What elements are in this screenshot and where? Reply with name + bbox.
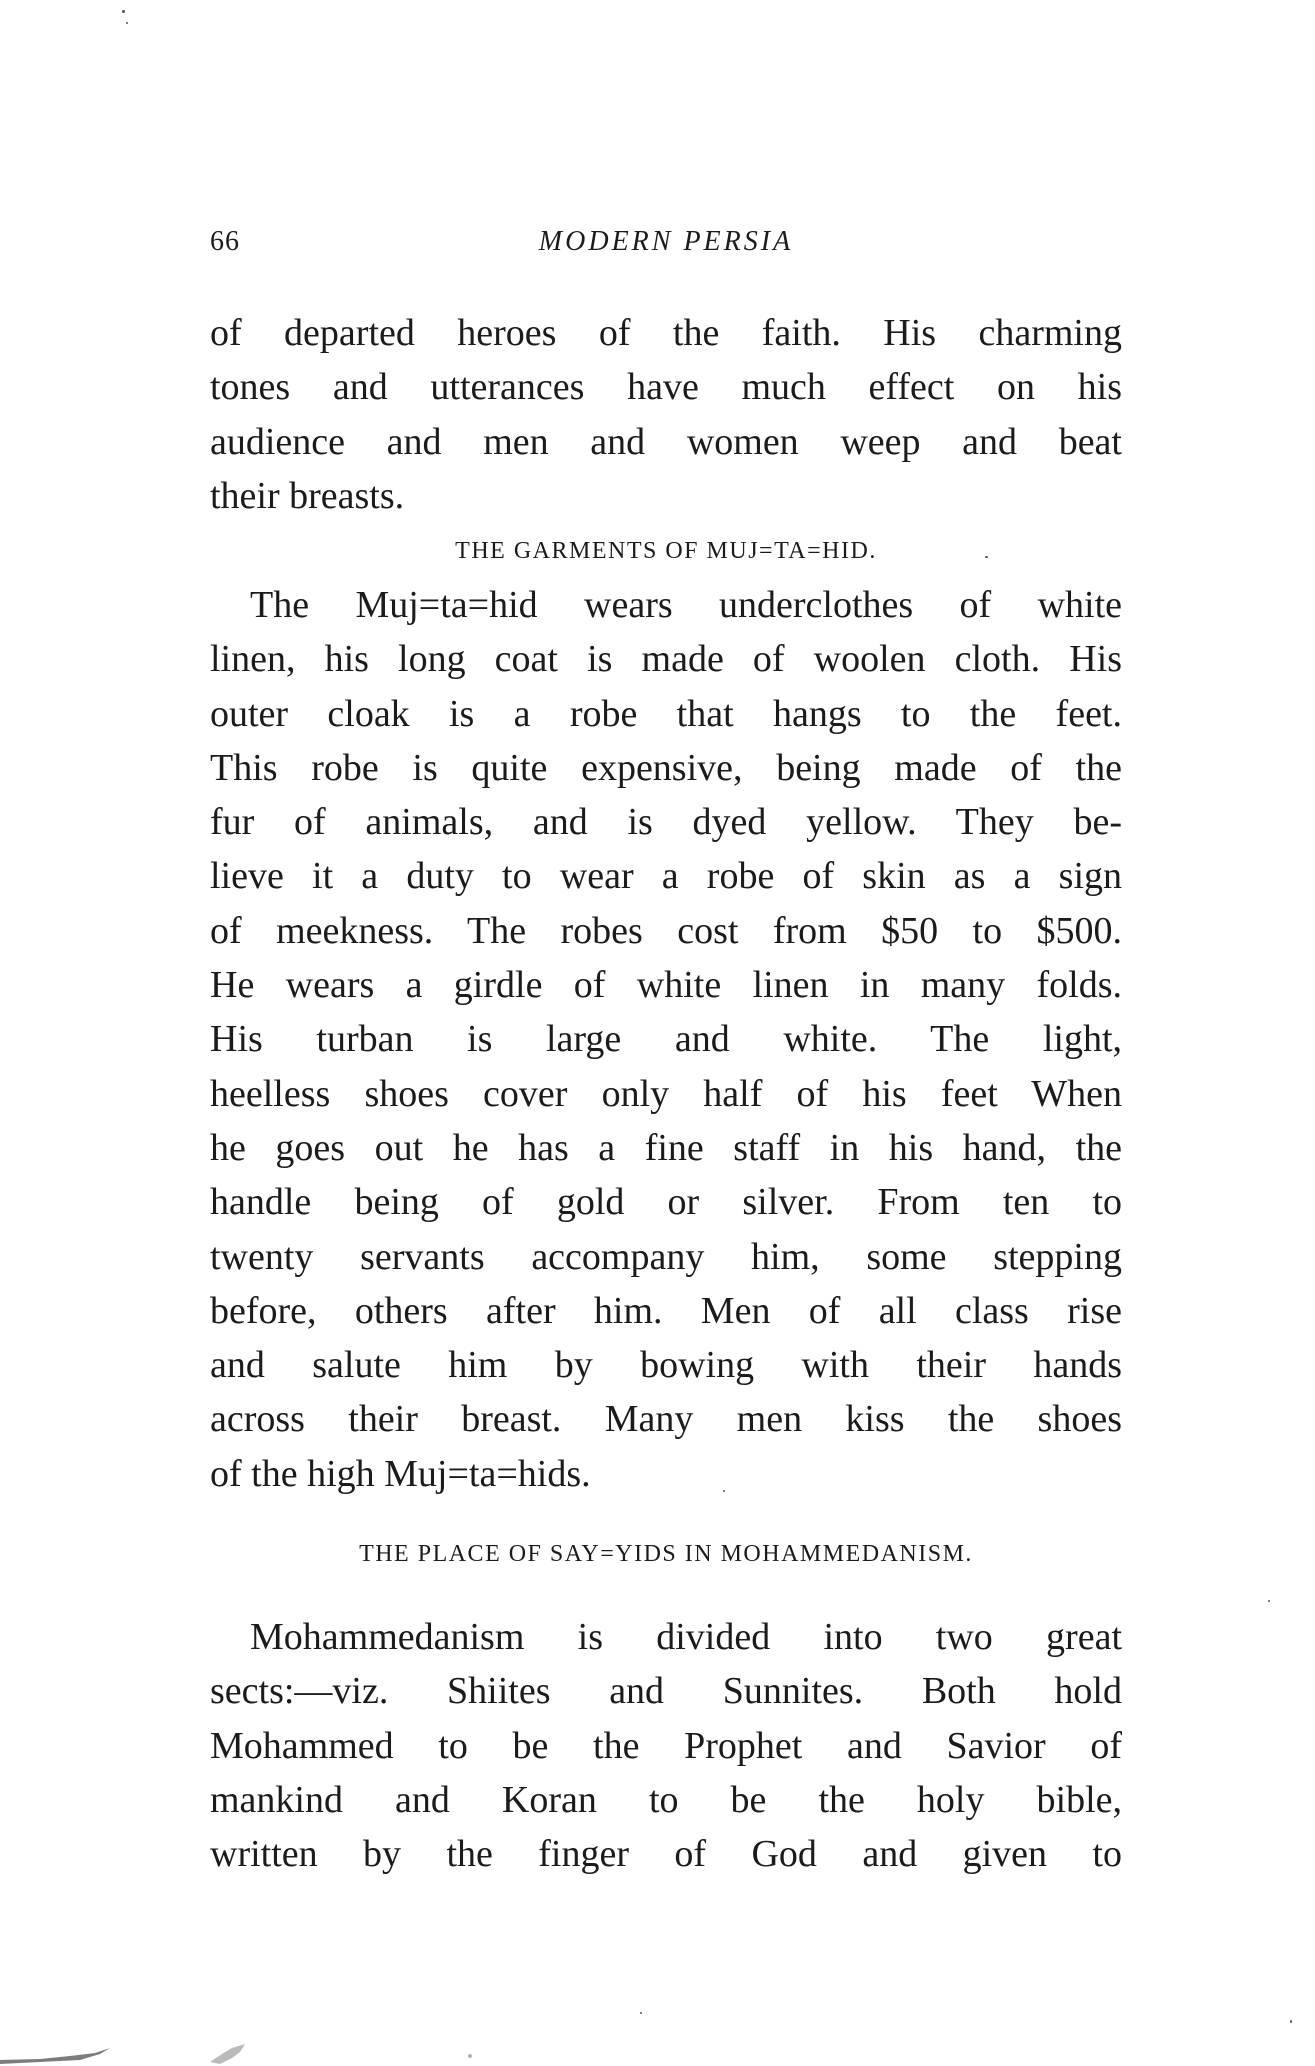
text-line: across their breast. Many men kiss the shoes [210, 1398, 1122, 1441]
text-line: His turban is large and white. The light, [210, 1018, 1122, 1061]
paragraph-3 [210, 1610, 1122, 1881]
text-line: audience and men and women weep and beat [210, 420, 1122, 463]
text-line: linen, his long coat is made of woolen cloth. His [210, 638, 1122, 681]
text-line: Mohammed to be the Prophet and Savior of [210, 1724, 1122, 1767]
text-line: of the high Muj=ta=hids. [210, 1452, 591, 1495]
page-header [210, 226, 1122, 266]
paragraph-2 [210, 578, 1122, 1501]
text-line: He wears a girdle of white linen in many folds. [210, 964, 1122, 1007]
text-line: sects:—viz. Shiites and Sunnites. Both hold [210, 1670, 1122, 1713]
text-line: outer cloak is a robe that hangs to the feet. [210, 692, 1122, 735]
text-line: before, others after him. Men of all class rise [210, 1289, 1122, 1332]
text-line: tones and utterances have much effect on his [210, 366, 1122, 409]
text-line: of departed heroes of the faith. His charming [210, 312, 1122, 354]
text-line: handle being of gold or silver. From ten to [210, 1181, 1122, 1224]
scan-speck [122, 10, 125, 13]
text-line: their breasts. [210, 474, 405, 517]
text-line: twenty servants accompany him, some stepping [210, 1235, 1122, 1278]
scan-speck [723, 1490, 725, 1492]
text-line: The Muj=ta=hid wears underclothes of white [250, 584, 1122, 626]
running-title: MODERN PERSIA [538, 226, 794, 257]
scan-speck [640, 2012, 642, 2014]
scan-speck [126, 22, 128, 24]
text-line: written by the finger of God and given to [210, 1833, 1122, 1876]
text-line: Mohammedanism is divided into two great [250, 1616, 1122, 1658]
text-line: of meekness. The robes cost from $50 to $500. [210, 909, 1122, 952]
scan-smudge [0, 2026, 520, 2066]
text-line: and salute him by bowing with their hands [210, 1344, 1122, 1387]
section-heading-sayyids: THE PLACE OF SAY=YIDS IN MOHAMMEDANISM. [359, 1541, 973, 1567]
section-heading-garments: THE GARMENTS OF MUJ=TA=HID. [455, 538, 877, 564]
scan-speck [985, 556, 988, 558]
scan-speck [1268, 1600, 1270, 1602]
page-number: 66 [210, 226, 240, 257]
text-line: heelless shoes cover only half of his feet When [210, 1072, 1122, 1115]
text-line: fur of animals, and is dyed yellow. They be- [210, 801, 1122, 844]
text-line: mankind and Koran to be the holy bible, [210, 1778, 1122, 1821]
text-line: This robe is quite expensive, being made of the [210, 746, 1122, 789]
text-line: lieve it a duty to wear a robe of skin as a sign [210, 855, 1122, 898]
scan-speck [1290, 2020, 1292, 2023]
paragraph-1 [210, 306, 1122, 523]
text-line: he goes out he has a fine staff in his hand, the [210, 1126, 1122, 1169]
